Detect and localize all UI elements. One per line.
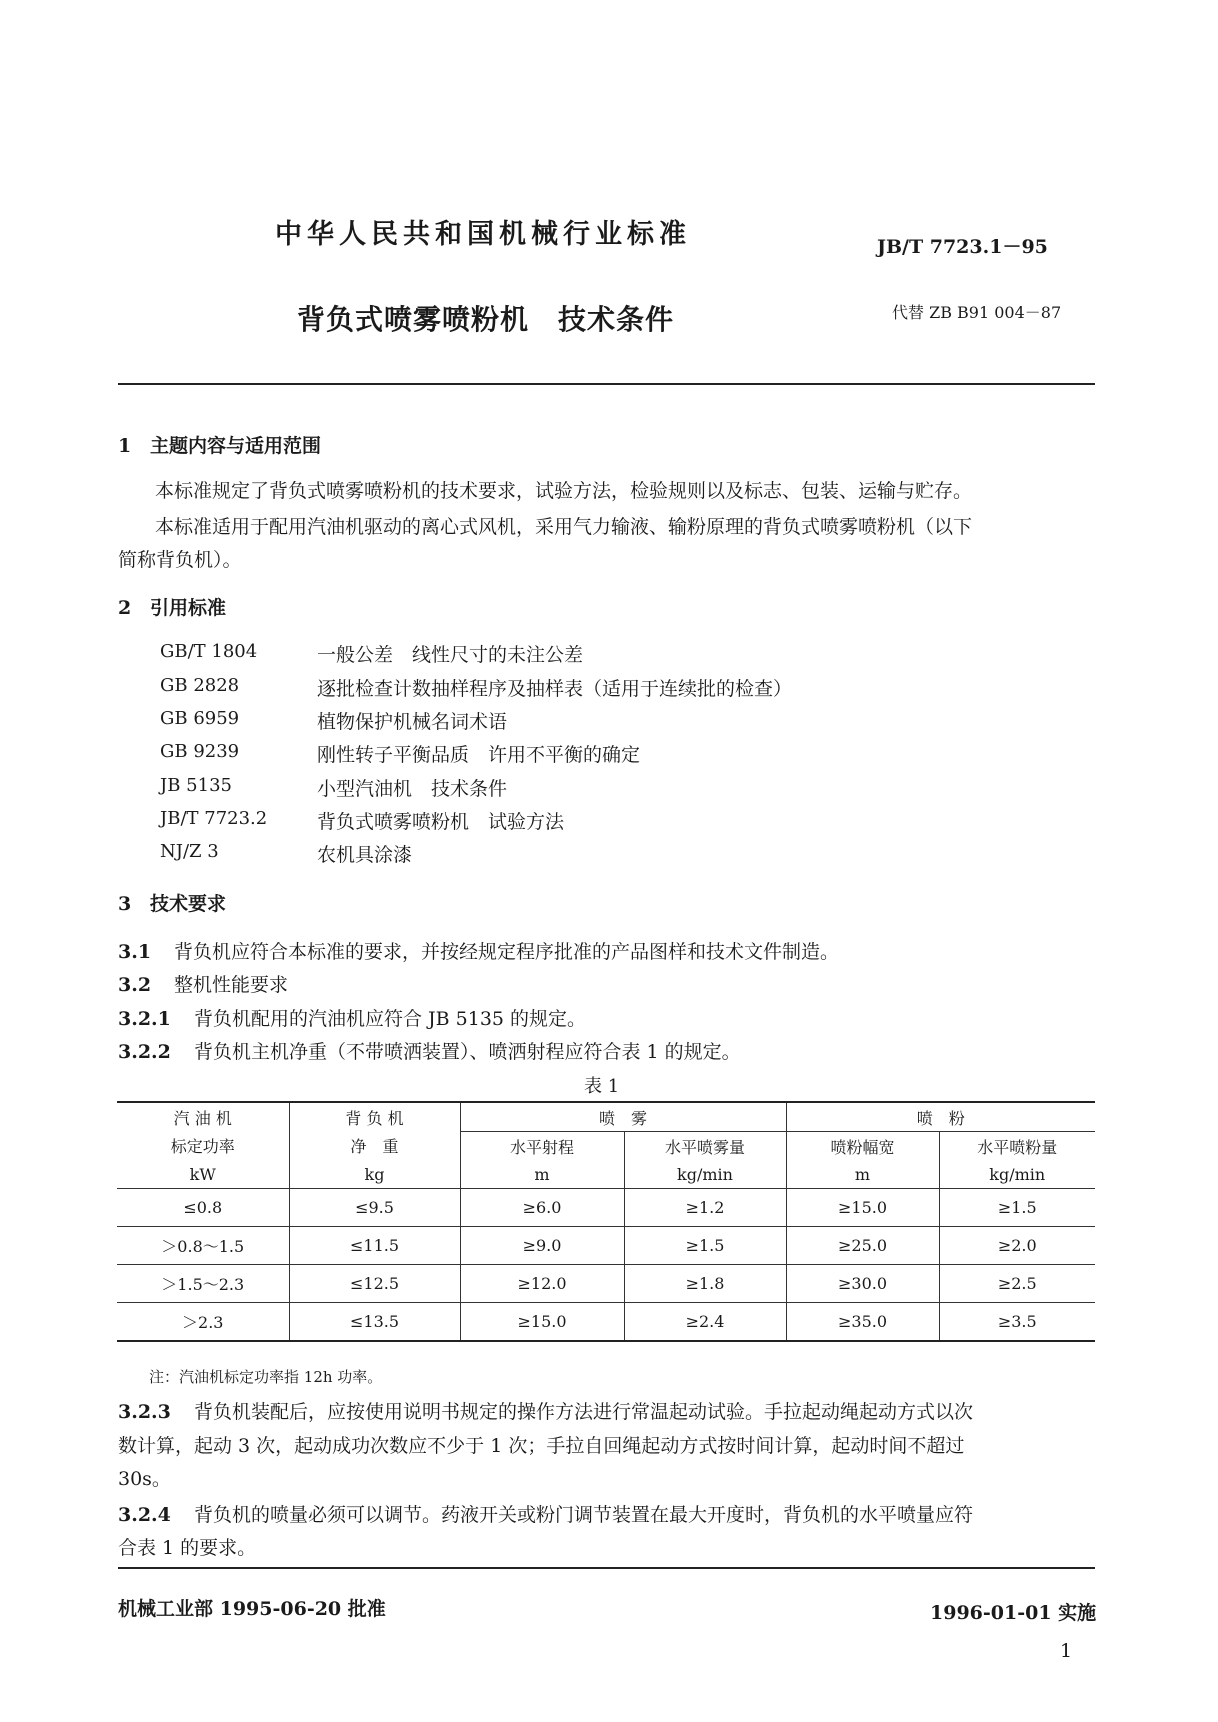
footer-divider [118,1567,1095,1569]
table-cell: ≤11.5 [289,1227,460,1265]
table-cell: ≤0.8 [117,1189,289,1227]
reference-code: JB 5135 [160,775,232,796]
table-cell: ≥1.2 [624,1189,786,1227]
section-2-heading [118,593,226,620]
reference-code: GB 9239 [160,741,240,762]
table-cell: ≥2.4 [624,1303,786,1342]
header-powder: 喷 粉 [786,1102,1095,1132]
reference-code: NJ/Z 3 [160,841,219,862]
reference-title: 逐批检查计数抽样程序及抽样表（适用于连续批的检查） [317,678,793,700]
header-net-weight: 背 负 机 [289,1102,460,1132]
table-cell: ≥6.0 [460,1189,624,1227]
header-spray-quantity: 水平喷雾量 [624,1132,786,1161]
table-cell: ≥3.5 [939,1303,1095,1342]
table-cell: ≥2.0 [939,1227,1095,1265]
clause-number: 3.2.2 [118,1041,171,1063]
clause-3-2-3-line-1 [118,1397,973,1424]
clause-3-2 [118,970,288,997]
section-number: 1 [118,435,132,457]
table-cell: ≥1.5 [939,1189,1095,1227]
table-cell: ≥9.0 [460,1227,624,1265]
table-cell: ≥15.0 [786,1189,939,1227]
clause-text: 背负机配用的汽油机应符合 JB 5135 的规定。 [194,1008,587,1030]
replaces-standard: 代替 ZB B91 004－87 [892,303,1062,322]
table-cell: ≥25.0 [786,1227,939,1265]
clause-text: 整机性能要求 [174,974,289,996]
reference-title: 刚性转子平衡品质 许用不平衡的确定 [317,744,641,766]
header-net-weight-line-2: 净 重 [289,1132,460,1161]
clause-text: 背负机的喷量必须可以调节。药液开关或粉门调节装置在最大开度时，背负机的水平喷量应符 [194,1504,974,1526]
table-cell: ≥1.5 [624,1227,786,1265]
section-3-heading [118,889,226,916]
reference-title: 一般公差 线性尺寸的未注公差 [317,644,584,666]
clause-3-2-4-line-2: 合表 1 的要求。 [118,1537,257,1559]
table-row [117,1265,1095,1303]
reference-title: 小型汽油机 技术条件 [317,778,508,800]
clause-3-2-3-line-3: 30s。 [118,1468,171,1490]
header-spray: 喷 雾 [460,1102,786,1132]
clause-number: 3.1 [118,941,152,963]
header-engine-power: 汽 油 机 [117,1102,289,1132]
table-cell: ＞1.5～2.3 [117,1265,289,1303]
table-cell: ≤13.5 [289,1303,460,1342]
reference-title: 植物保护机械名词术语 [317,711,508,733]
unit-kg-min: kg/min [624,1160,786,1189]
header-powder-width: 喷粉幅宽 [786,1132,939,1161]
section-1-paragraph-2-line-1: 本标准适用于配用汽油机驱动的离心式风机，采用气力输液、输粉原理的背负式喷雾喷粉机（以下 [155,516,973,538]
clause-number: 3.2 [118,974,152,996]
table-caption: 表 1 [584,1076,620,1097]
unit-kg-min: kg/min [989,1164,1046,1184]
table-row [117,1227,1095,1265]
reference-code: JB/T 7723.2 [160,808,268,829]
table-cell: ≤12.5 [289,1265,460,1303]
clause-text: 背负机应符合本标准的要求，并按经规定程序批准的产品图样和技术文件制造。 [174,941,840,963]
clause-number: 3.2.4 [118,1504,171,1526]
reference-code: GB 2828 [160,675,240,696]
section-title: 技术要求 [150,893,227,915]
document-title: 背负式喷雾喷粉机 技术条件 [297,303,675,336]
table-cell: ≥35.0 [786,1303,939,1342]
table-cell: ≤9.5 [289,1189,460,1227]
table-cell: ≥2.5 [939,1265,1095,1303]
reference-title: 背负式喷雾喷粉机 试验方法 [317,811,565,833]
clause-number: 3.2.1 [118,1008,171,1030]
header-divider [118,383,1095,385]
section-1-paragraph-2-line-2: 简称背负机）。 [118,549,242,571]
effective-date: 1996-01-01 实施 [930,1602,1097,1624]
table-cell: ≥30.0 [786,1265,939,1303]
header-engine-power-line-2: 标定功率 [117,1132,289,1161]
unit-m: m [460,1160,624,1189]
table-row [117,1189,1095,1227]
unit-kg: kg [289,1160,460,1189]
header-powder-quantity: 水平喷粉量 [939,1132,1095,1161]
org-title: 中华人民共和国机械行业标准 [275,219,691,250]
reference-code: GB/T 1804 [160,641,258,662]
clause-3-2-2 [118,1037,741,1064]
section-title: 主题内容与适用范围 [150,435,322,457]
clause-number: 3.2.3 [118,1401,171,1423]
table-cell: ≥15.0 [460,1303,624,1342]
page-number: 1 [1060,1640,1073,1662]
header-spray-range: 水平射程 [460,1132,624,1161]
clause-3-2-4-line-1 [118,1500,973,1527]
section-1-paragraph-1: 本标准规定了背负式喷雾喷粉机的技术要求，试验方法，检验规则以及标志、包装、运输与贮存。 [155,480,973,502]
clause-3-1 [118,937,839,964]
table-cell: ≥12.0 [460,1265,624,1303]
table-row [117,1303,1095,1342]
table-cell: ＞0.8～1.5 [117,1227,289,1265]
table-cell: ＞2.3 [117,1303,289,1342]
section-title: 引用标准 [150,597,227,619]
table-1 [117,1101,1095,1342]
table-cell: ≥1.8 [624,1265,786,1303]
standard-code: JB/T 7723.1－95 [877,236,1048,258]
table-note: 注：汽油机标定功率指 12h 功率。 [149,1368,383,1386]
section-number: 3 [118,893,132,915]
unit-kw: kW [117,1160,289,1189]
clause-3-2-1 [118,1004,586,1031]
reference-code: GB 6959 [160,708,240,729]
unit-m: m [786,1160,939,1189]
approval-statement: 机械工业部 1995-06-20 批准 [118,1598,386,1620]
section-number: 2 [118,597,132,619]
clause-3-2-3-line-2: 数计算，起动 3 次，起动成功次数应不少于 1 次；手拉自回绳起动方式按时间计算，起动时间不超过 [118,1435,965,1457]
clause-text: 背负机主机净重（不带喷洒装置）、喷洒射程应符合表 1 的规定。 [194,1041,741,1063]
clause-text: 背负机装配后，应按使用说明书规定的操作方法进行常温起动试验。手拉起动绳起动方式以次 [194,1401,974,1423]
reference-title: 农机具涂漆 [317,844,413,866]
section-1-heading [118,431,321,458]
